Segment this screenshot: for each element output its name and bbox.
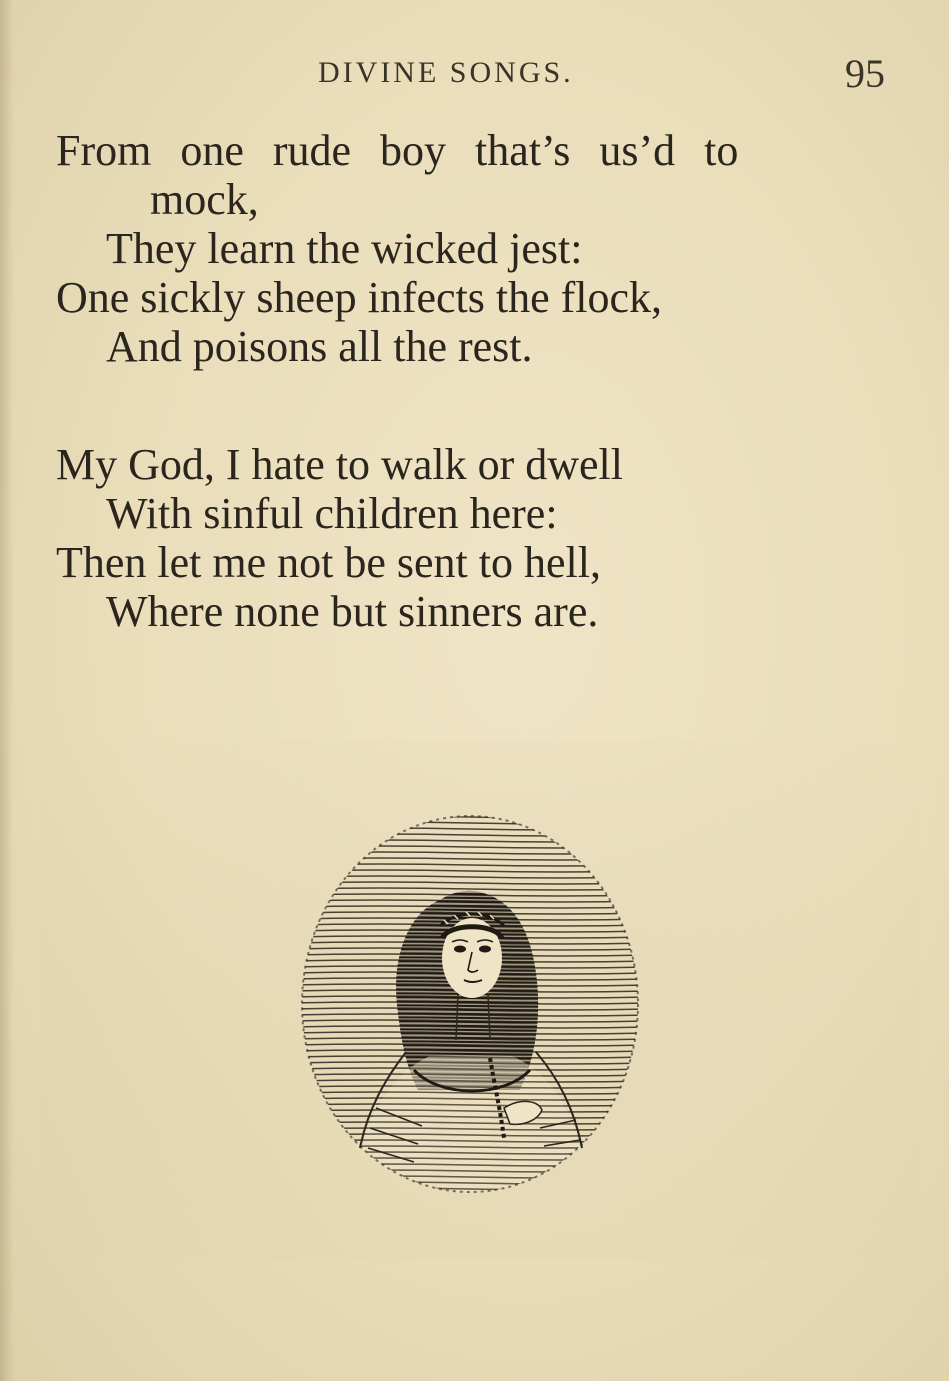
verse-line: My God, I hate to walk or dwell <box>56 440 623 489</box>
portrait-engraving <box>290 808 650 1200</box>
running-title: DIVINE SONGS. <box>318 56 574 89</box>
page-number: 95 <box>845 51 885 96</box>
woman-portrait-icon <box>290 808 650 1200</box>
verse-line: And poisons all the rest. <box>106 322 533 371</box>
stanza-1 <box>56 126 906 371</box>
verse-line: Then let me not be sent to hell, <box>56 538 601 587</box>
running-header <box>0 52 949 102</box>
verse-line: From one rude boy that’s us’d to <box>56 126 739 175</box>
verse-line: They learn the wicked jest: <box>106 224 583 273</box>
stanza-2 <box>56 440 906 636</box>
verse-line: Where none but sinners are. <box>106 587 599 636</box>
verse-line: One sickly sheep infects the flock, <box>56 273 663 322</box>
verse-line: mock, <box>150 175 259 224</box>
gutter-shadow <box>0 0 14 1381</box>
verse-line: With sinful children here: <box>106 489 558 538</box>
